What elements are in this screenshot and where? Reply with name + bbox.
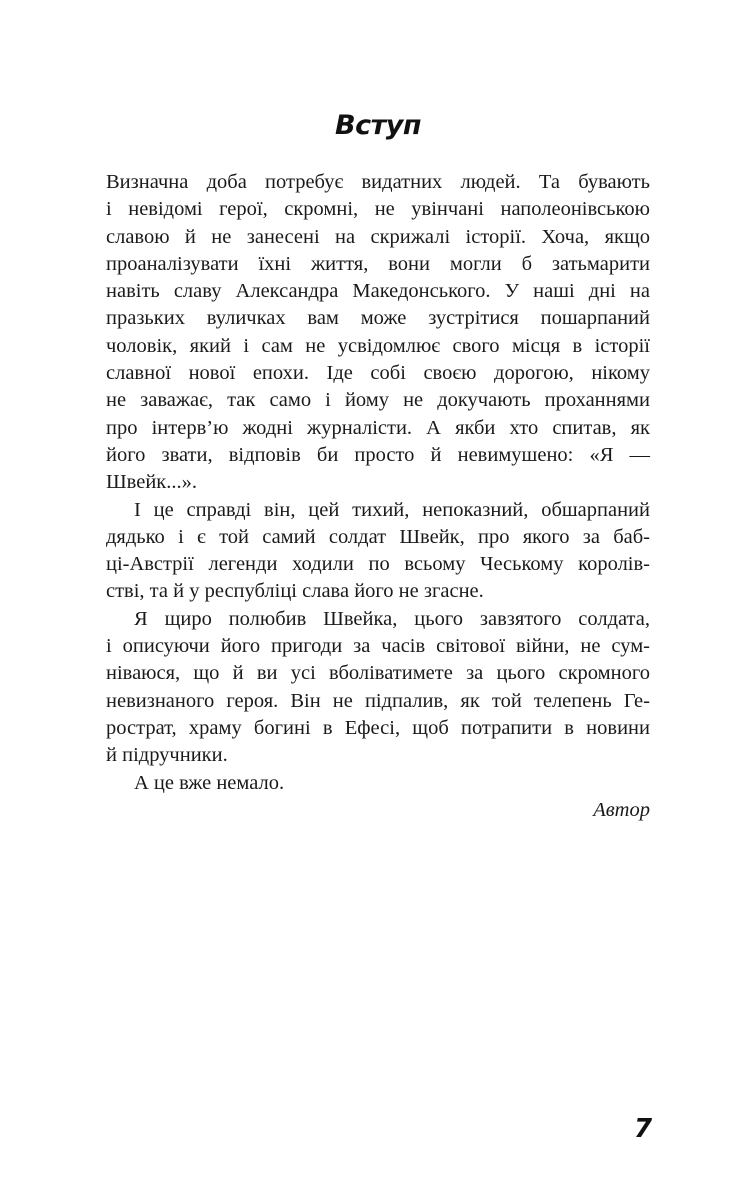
author-signature: Автор <box>593 798 650 821</box>
paragraph <box>106 606 650 770</box>
page-number: 7 <box>634 1114 653 1144</box>
text-line: проаналізувати їхні життя, вони могли б затьмарити <box>106 252 650 275</box>
text-line: дядько і є той самий солдат Швейк, про якого за баб- <box>106 525 650 548</box>
paragraph <box>106 497 650 606</box>
text-line: рострат, храму богині в Ефесі, щоб потрапити в новини <box>106 716 650 739</box>
text-line: славної нової епохи. Іде собі своєю дорогою, нікому <box>106 362 650 385</box>
paragraph <box>106 169 650 497</box>
text-line: про інтерв’ю жодні журналісти. А якби хто спитав, як <box>106 416 650 439</box>
text-line: його звати, відповів би просто й невимушено: «Я — <box>106 443 650 466</box>
chapter-title: Вступ <box>335 110 421 141</box>
text-line: А це вже немало. <box>134 771 285 794</box>
text-line: не заважає, так само і йому не докучають проханнями <box>106 389 650 412</box>
text-line: Швейк...». <box>106 471 198 494</box>
text-line: Визначна доба потребує видатних людей. Та бувають <box>106 171 650 193</box>
text-line: празьких вуличках вам може зустрітися пошарпаний <box>106 307 650 330</box>
text-line: ніваюся, що й ви усі вболіватимете за цього скромного <box>106 662 650 685</box>
text-line: навіть славу Александра Македонського. У наші дні на <box>106 280 650 303</box>
text-line: стві, та й у республіці слава його не згасне. <box>106 580 484 603</box>
text-line: чоловік, який і сам не усвідомлює свого місця в історії <box>106 334 650 357</box>
text-line: Я щиро полюбив Швейка, цього завзятого солдата, <box>134 607 650 630</box>
body-text <box>106 169 650 824</box>
text-line: ці-Австрії легенди ходили по всьому Чеському королів- <box>106 553 650 576</box>
text-line: й підручники. <box>106 744 228 767</box>
text-line: І це справді він, цей тихий, непоказний, обшарпаний <box>134 498 650 521</box>
paragraph <box>106 770 650 797</box>
text-line: і невідомі герої, скромні, не увінчані наполеонівською <box>106 198 650 221</box>
text-line: невизнаного героя. Він не підпалив, як той телепень Ге- <box>106 689 650 712</box>
text-line: славою й не занесені на скрижалі історії. Хоча, якщо <box>106 225 650 248</box>
text-line: і описуючи його пригоди за часів світової війни, не сум- <box>106 635 650 658</box>
